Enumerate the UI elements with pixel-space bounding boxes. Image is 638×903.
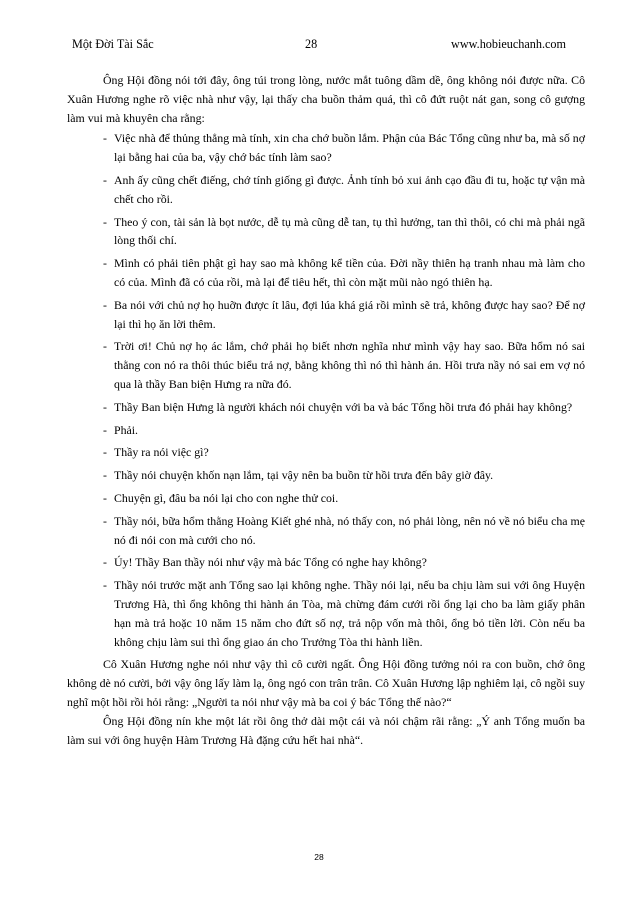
dialogue-dash: - (103, 256, 107, 271)
dialogue-line (67, 398, 585, 417)
dialogue-dash: - (103, 490, 107, 505)
dialogue-text: Thầy nói trước mặt anh Tổng sao lại không nghe. Thầy nói lại, nếu ba chịu làm sui với ông Huyện Trương Hà, thì ổng không thi hành án Tòa, mà chừng đám cưới rồi ổng lại cho ba làm giấy phân hạn mà trả hoặc 10 năm 15 năm cho đứt số nợ, trả nộp vốn mà thôi, ổng bỏ tiền lời. Còn nếu ba không chịu làm sui thì ổng giao án cho Trưởng Tòa thi hành liền. (114, 578, 585, 649)
website-link[interactable]: www.hobieuchanh.com (451, 37, 566, 51)
dialogue-line (67, 421, 585, 440)
dialogue-line (67, 337, 585, 393)
dialogue-text: Thầy Ban biện Hưng là người khách nói chuyện với ba và bác Tổng hồi trưa đó phải hay không? (114, 399, 573, 414)
dialogue-line (67, 576, 585, 651)
page-body (67, 71, 585, 749)
dialogue-line (67, 296, 585, 334)
dialogue-dash: - (103, 214, 107, 229)
dialogue-line (67, 466, 585, 485)
dialogue-dash: - (103, 555, 107, 570)
dialogue-text: Úy! Thầy Ban thầy nói như vậy mà bác Tổng có nghe hay không? (114, 555, 427, 570)
dialogue-line (67, 553, 585, 572)
header-page-number: 28 (305, 37, 318, 51)
dialogue-text: Thầy nói, bữa hổm thằng Hoàng Kiết ghé nhà, nó thấy con, nó phải lòng, nên nó về nó biểu cha mẹ nó đi nói con mà cưới cho nó. (114, 513, 585, 547)
dialogue-line (67, 129, 585, 167)
dialogue-dash: - (103, 399, 107, 414)
dialogue-text: Anh ấy cũng chết điếng, chớ tính giống gì được. Ảnh tính bỏ xui ảnh cạo đầu đi tu, hoặc tự vận mà chết cho rồi. (114, 172, 585, 206)
dialogue-text: Trời ơi! Chủ nợ họ ác lắm, chớ phải họ biết nhơn nghĩa như mình vậy hay sao. Bữa hổm nó sai thằng con nó ra thôi thúc biểu trả nợ, bằng không thì nó thì hành án. Hồi trưa nầy nó sai em vợ nó qua là thầy Ban biện Hưng ra nữa đó. (114, 339, 585, 391)
dialogue-text: Theo ý con, tài sản là bọt nước, dễ tụ mà cũng dễ tan, tụ thì hưởng, tan thì thôi, có chi mà phải ngã lòng thối chí. (114, 214, 585, 248)
book-title: Một Đời Tài Sắc (72, 37, 154, 51)
dialogue-dash: - (103, 513, 107, 528)
dialogue-dash: - (103, 468, 107, 483)
dialogue-dash: - (103, 422, 107, 437)
dialogue-line (67, 489, 585, 508)
paragraph: Ông Hội đồng nói tới đây, ông túi trong lòng, nước mắt tuông dầm dề, ông không nói được nữa. Cô Xuân Hương nghe rõ việc nhà như vậy, lại thấy cha buồn thảm quá, thì cô đứt ruột nát gan, song cô gượng làm vui mà khuyên cha rằng: (67, 73, 585, 125)
footer-page-number: 28 (314, 852, 324, 862)
dialogue-dash: - (103, 131, 107, 146)
dialogue-dash: - (103, 339, 107, 354)
dialogue-text: Phải. (114, 422, 139, 437)
paragraph: Ông Hội đồng nín khe một lát rồi ông thở dài một cái và nói chậm rãi rằng: „Ý anh Tổng muốn ba làm sui với ông huyện Hàm Trương Hà đặng cứu hết hai nhà“. (67, 713, 585, 747)
paragraph: Cô Xuân Hương nghe nói như vậy thì cô cười ngất. Ông Hội đồng tưởng nói ra con buồn, chớ ông không dè nó cười, bởi vậy ông lấy làm lạ, ông ngó con trân trân. Cô Xuân Hương lập nghiêm lại, cô ngồi suy nghĩ một hồi rồi hỏi rằng: „Người ta nói như vậy mà ba coi ý bác Tổng thế nào?“ (67, 657, 585, 709)
dialogue-text: Mình có phải tiên phật gì hay sao mà không kể tiền của. Đời nầy thiên hạ tranh nhau mà làm cho có của. Mình đã có của rồi, mà lại để tiêu hết, thì còn mặt mũi nào ngó thiên hạ. (114, 256, 585, 289)
dialogue-text: Chuyện gì, đâu ba nói lại cho con nghe thử coi. (114, 490, 339, 505)
dialogue-line (67, 254, 585, 292)
dialogue-dash: - (103, 297, 107, 312)
dialogue-line (67, 171, 585, 209)
dialogue-line (67, 512, 585, 550)
dialogue-dash: - (103, 445, 107, 460)
dialogue-line (67, 213, 585, 251)
dialogue-text: Thầy ra nói việc gì? (114, 445, 209, 460)
dialogue-line (67, 443, 585, 462)
dialogue-text: Thầy nói chuyện khốn nạn lắm, tại vậy nên ba buồn từ hồi trưa đến bây giờ đây. (114, 468, 494, 483)
dialogue-dash: - (103, 172, 107, 187)
dialogue-text: Việc nhà để thủng thẳng mà tính, xin cha chớ buồn lắm. Phận của Bác Tổng cũng như ba, mà số nợ lại bằng hai của ba, vậy chớ bác tính làm sao? (114, 131, 585, 165)
dialogue-dash: - (103, 578, 107, 593)
dialogue-text: Ba nói với chủ nợ họ huỡn được ít lâu, đợi lúa khá giá rồi mình sẽ trả, không được hay sao? Để nợ lại thì họ ăn lời thêm. (114, 297, 585, 331)
dialogue-list (67, 129, 585, 651)
